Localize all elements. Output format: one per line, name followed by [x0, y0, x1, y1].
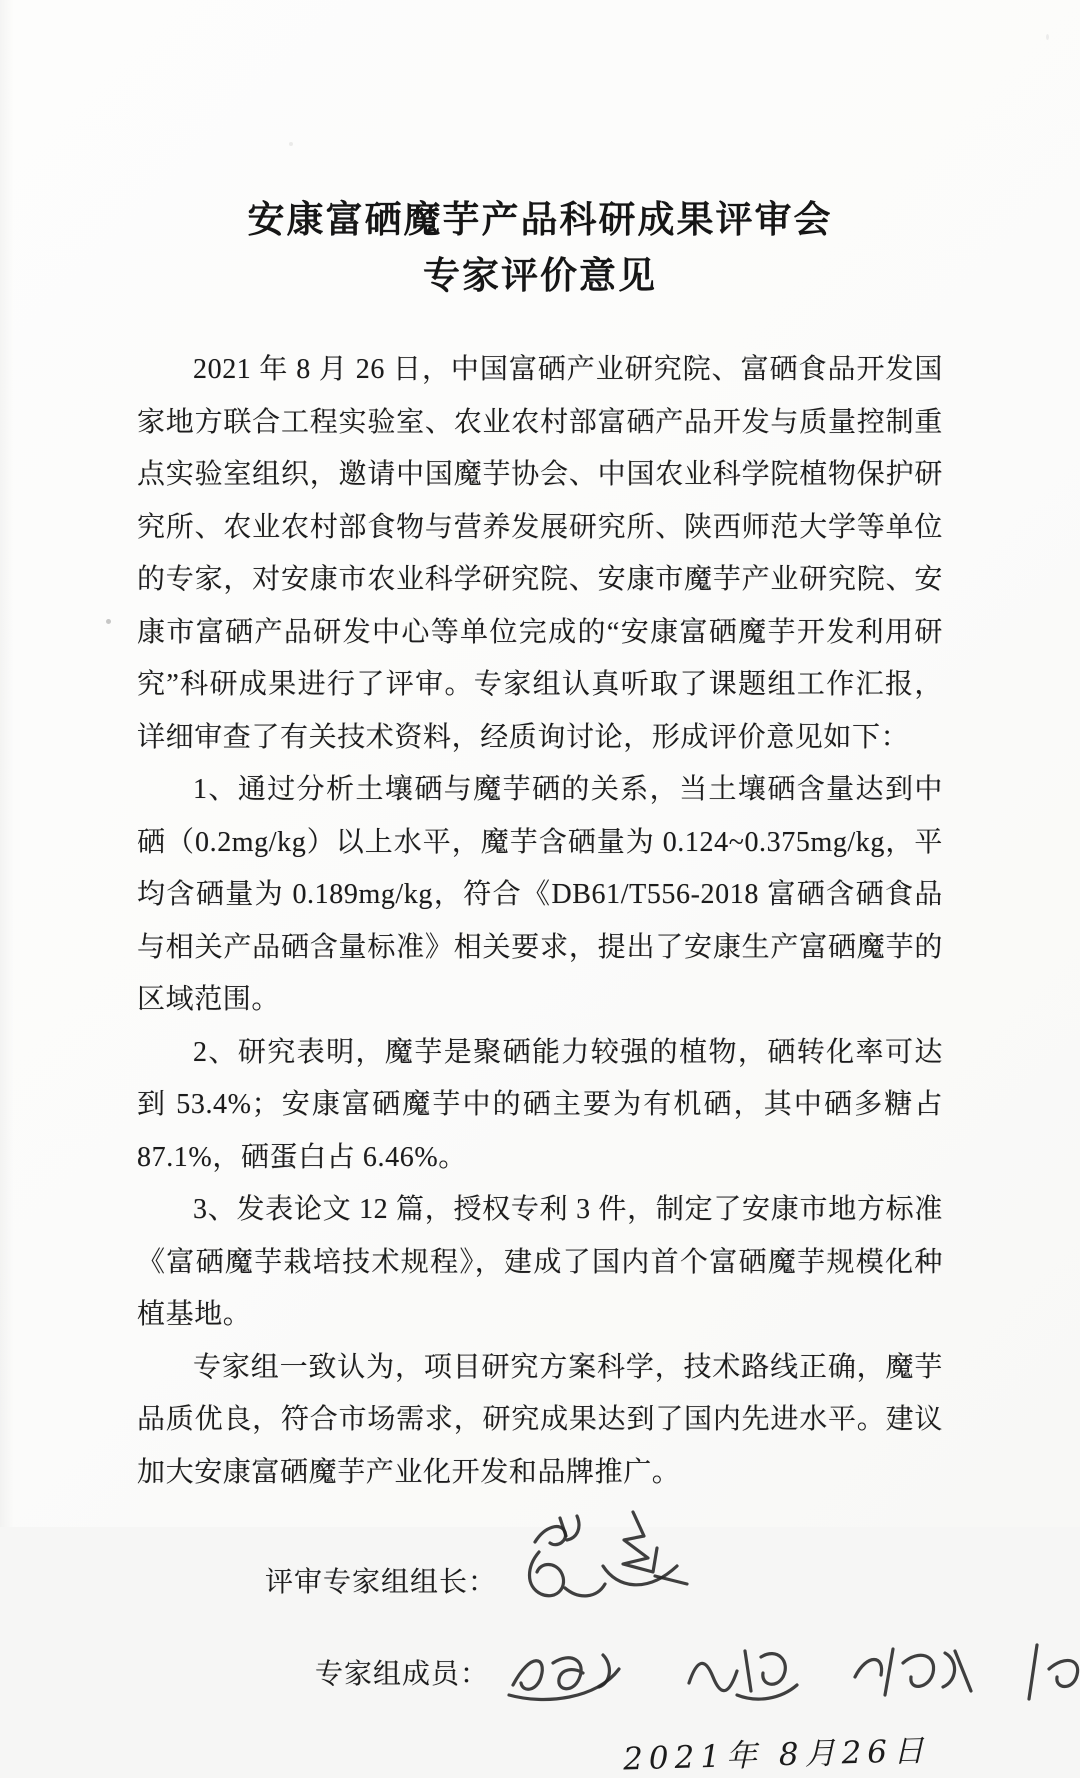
handwritten-date: 2021年 8月26日 [622, 1732, 931, 1778]
document-title-line1: 安康富硒魔芋产品科研成果评审会 [247, 199, 833, 240]
signature-member-1 [501, 1633, 651, 1711]
body-paragraph-point2: 2、研究表明，魔芋是聚硒能力较强的植物，硒转化率可达到 53.4%；安康富硒魔芋中的硒主要为有机硒，其中硒多糖占 87.1%，硒蛋白占 6.46%。 [137, 1036, 943, 1173]
leader-signature-label: 评审专家组组长： [265, 1567, 498, 1598]
signature-member-2 [677, 1633, 817, 1711]
document-title-line2: 专家评价意见 [423, 255, 657, 296]
document-body [137, 344, 943, 1499]
signature-member-4 [1019, 1633, 1080, 1711]
body-paragraph-point1: 1、通过分析土壤硒与魔芋硒的关系，当土壤硒含量达到中硒（0.2mg/kg）以上水平，魔芋含硒量为 0.124~0.375mg/kg，平均含硒量为 0.189mg/kg，符合《DB61/T556-2018 富硒含硒食品与相关产品硒含量标准》相关要求，提出了安康生产富硒魔芋的区域范围。 [137, 774, 943, 1015]
member-signatures [501, 1633, 1080, 1711]
signature-block [137, 1509, 943, 1778]
body-paragraph-conclusion: 专家组一致认为，项目研究方案科学，技术路线正确，魔芋品质优良，符合市场需求，研究成果达到了国内先进水平。建议加大安康富硒魔芋产业化开发和品牌推广。 [137, 1351, 943, 1488]
signature-leader [505, 1502, 705, 1620]
body-paragraph-point3: 3、发表论文 12 篇，授权专利 3 件，制定了安康市地方标准《富硒魔芋栽培技术规程》，建成了国内首个富硒魔芋规模化种植基地。 [137, 1194, 943, 1330]
scan-speck [1046, 34, 1049, 40]
members-signature-row [315, 1629, 943, 1715]
members-signature-label: 专家组成员： [315, 1659, 490, 1690]
signature-member-3 [843, 1633, 993, 1711]
scan-speck [106, 619, 111, 624]
scan-edge-shade [0, 0, 14, 1527]
body-paragraph-intro: 2021 年 8 月 26 日，中国富硒产业研究院、富硒食品开发国家地方联合工程实验室、农业农村部富硒产品开发与质量控制重点实验室组织，邀请中国魔芋协会、中国农业科学院植物保护研究所、农业农村部食物与营养发展研究所、陕西师范大学等单位的专家，对安康市农业科学研究院、安康市魔芋产业研究院、安康市富硒产品研发中心等单位完成的“安康富硒魔芋开发利用研究”科研成果进行了评审。专家组认真听取了课题组工作汇报，详细审查了有关技术资料，经质询讨论，形成评价意见如下： [137, 354, 943, 753]
